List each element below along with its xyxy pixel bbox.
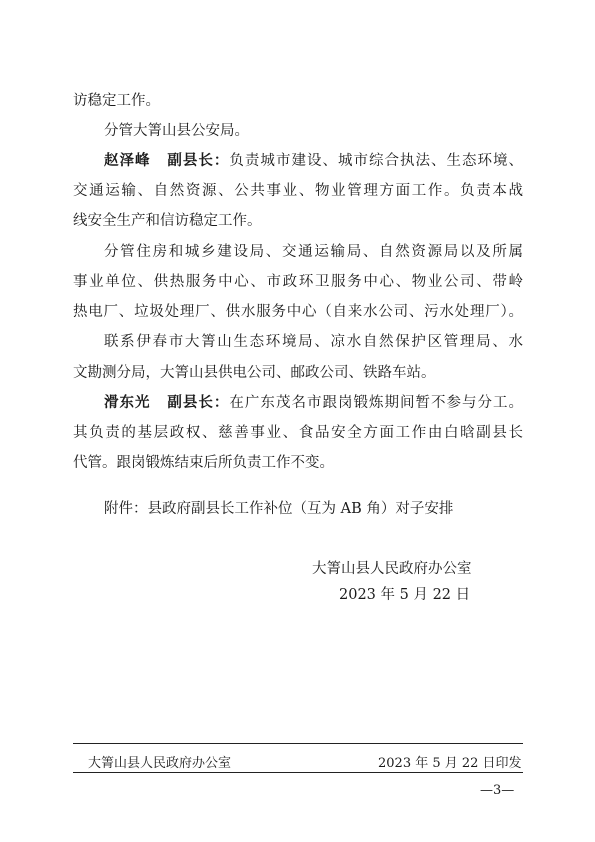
body-line: 访稳定工作。	[73, 93, 160, 109]
body-line: 事业单位、供热服务中心、市政环卫服务中心、物业公司、带岭	[73, 274, 523, 290]
footer-bottom-rule	[73, 772, 523, 773]
body-line: 赵泽峰 副县长：负责城市建设、城市综合执法、生态环境、	[104, 152, 524, 169]
signature-date: 2023 年 5 月 22 日	[339, 587, 471, 603]
person-name: 滑东光	[104, 394, 151, 411]
body-line: 热电厂、垃圾处理厂、供水服务中心（自来水公司、污水处理厂）。	[73, 304, 523, 320]
body-line: 代管。跟岗锻炼结束后所负责工作不变。	[73, 455, 334, 471]
body-line: 交通运输、自然资源、公共事业、物业管理方面工作。负责本战	[73, 183, 523, 199]
body-line: 其负责的基层政权、慈善事业、食品安全方面工作由白晗副县长	[73, 425, 523, 441]
body-line: 文勘测分局，大箐山县供电公司、邮政公司、铁路车站。	[73, 365, 436, 381]
signature-office: 大箐山县人民政府办公室	[312, 561, 472, 577]
page-number: —3—	[480, 783, 515, 798]
attachment-note: 附件：县政府副县长工作补位（互为 AB 角）对子安排	[104, 501, 454, 517]
body-line: 滑东光 副县长：在广东茂名市跟岗锻炼期间暂不参与分工。	[104, 394, 524, 411]
person-name: 赵泽峰	[104, 152, 151, 169]
person-title: 副县长：	[167, 152, 230, 169]
footer-top-rule	[73, 743, 523, 744]
body-line: 分管大箐山县公安局。	[104, 123, 249, 139]
body-line: 联系伊春市大箐山生态环境局、凉水自然保护区管理局、水	[104, 334, 523, 350]
body-line: 线安全生产和信访稳定工作。	[73, 213, 262, 229]
footer-print-date: 2023 年 5 月 22 日印发	[378, 756, 522, 771]
body-line: 分管住房和城乡建设局、交通运输局、自然资源局以及所属	[104, 244, 523, 260]
footer-issuer: 大箐山县人民政府办公室	[88, 756, 232, 771]
person-title: 副县长：	[167, 394, 230, 411]
